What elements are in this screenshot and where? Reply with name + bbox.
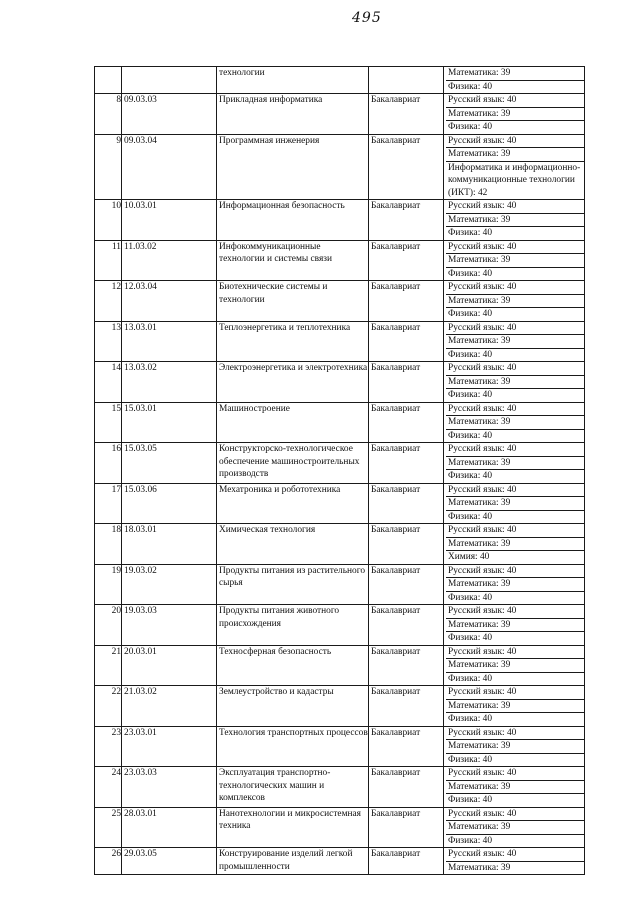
exam-min-score: Химия: 40 (448, 552, 490, 562)
exams-cell (444, 686, 585, 727)
exam-min-score: Русский язык: 40 (446, 403, 584, 417)
exam-min-score: Физика: 40 (448, 754, 493, 765)
exams-cell (444, 767, 585, 808)
direction-name: Продукты питания животного происхождения (217, 605, 369, 646)
education-level: Бакалавриат (369, 362, 444, 403)
exam-min-score: Русский язык: 40 (446, 686, 584, 700)
table-row (95, 67, 585, 94)
direction-name: Биотехнические системы и технологии (217, 281, 369, 322)
exam-min-score: Математика: 39 (446, 659, 584, 673)
direction-name: Нанотехнологии и микросистемная техника (217, 807, 369, 848)
exams-cell (444, 402, 585, 443)
exam-min-score: Физика: 40 (448, 430, 493, 441)
direction-code: 18.03.01 (122, 524, 217, 565)
exam-min-score: Математика: 39 (446, 108, 584, 122)
exam-min-score: Математика: 39 (446, 781, 584, 795)
direction-code: 19.03.02 (122, 564, 217, 605)
direction-name: Техносферная безопасность (217, 645, 369, 686)
exam-min-score: Русский язык: 40 (446, 524, 584, 538)
exam-min-score: Русский язык: 40 (446, 443, 584, 457)
exam-min-score: Физика: 40 (448, 511, 493, 522)
exams-cell (444, 321, 585, 362)
exam-min-score: Математика: 39 (446, 67, 584, 81)
row-number: 26 (95, 848, 122, 875)
direction-code: 11.03.02 (122, 240, 217, 281)
education-level: Бакалавриат (369, 94, 444, 135)
table-body (95, 67, 585, 875)
exams-cell (444, 524, 585, 565)
education-level: Бакалавриат (369, 767, 444, 808)
exam-min-score: Математика: 39 (446, 254, 584, 268)
education-level: Бакалавриат (369, 321, 444, 362)
table-row (95, 564, 585, 605)
direction-name: Машиностроение (217, 402, 369, 443)
row-number: 10 (95, 200, 122, 241)
exams-cell (444, 483, 585, 524)
row-number: 25 (95, 807, 122, 848)
row-number: 16 (95, 443, 122, 484)
exam-min-score: Физика: 40 (448, 633, 493, 643)
exam-min-score: Русский язык: 40 (446, 94, 584, 108)
direction-code: 23.03.01 (122, 726, 217, 767)
row-number: 18 (95, 524, 122, 565)
direction-code: 10.03.01 (122, 200, 217, 241)
exams-cell (444, 848, 585, 875)
table-row (95, 362, 585, 403)
exams-cell (444, 200, 585, 241)
exam-min-score: Математика: 39 (446, 457, 584, 471)
exams-cell (444, 67, 585, 94)
direction-name: Программная инженерия (217, 134, 369, 200)
exam-min-score: Физика: 40 (448, 592, 493, 603)
education-level (369, 67, 444, 94)
row-number: 24 (95, 767, 122, 808)
exam-min-score: Русский язык: 40 (446, 281, 584, 295)
education-level: Бакалавриат (369, 524, 444, 565)
direction-code (122, 67, 217, 94)
table-row (95, 807, 585, 848)
exams-cell (444, 605, 585, 646)
exam-min-score: Физика: 40 (448, 471, 493, 481)
exam-min-score: Русский язык: 40 (446, 808, 584, 822)
exam-min-score: Русский язык: 40 (446, 565, 584, 579)
table-row (95, 200, 585, 241)
direction-name: Эксплуатация транспортно-технологических машин и комплексов (217, 767, 369, 808)
exam-min-score: Физика: 40 (448, 81, 493, 92)
exam-min-score: Математика: 39 (448, 862, 511, 873)
table-row (95, 94, 585, 135)
exam-min-score: Физика: 40 (448, 673, 493, 684)
direction-name: Конструкторско-технологическое обеспечение машиностроительных производств (217, 443, 369, 484)
education-level: Бакалавриат (369, 564, 444, 605)
direction-name: технологии (217, 67, 369, 94)
table-row (95, 443, 585, 484)
exam-min-score: Математика: 39 (446, 148, 584, 162)
exam-min-score: Математика: 39 (446, 619, 584, 633)
exam-min-score: Русский язык: 40 (446, 484, 584, 498)
exam-min-score: Русский язык: 40 (446, 646, 584, 660)
exam-min-score: Русский язык: 40 (446, 200, 584, 214)
exams-cell (444, 564, 585, 605)
education-level: Бакалавриат (369, 807, 444, 848)
exam-min-score: Математика: 39 (446, 700, 584, 714)
exams-cell (444, 281, 585, 322)
direction-code: 21.03.02 (122, 686, 217, 727)
direction-name: Инфокоммуникационные технологии и системы связи (217, 240, 369, 281)
table-row (95, 524, 585, 565)
direction-name: Химическая технология (217, 524, 369, 565)
table-row (95, 605, 585, 646)
row-number: 12 (95, 281, 122, 322)
row-number: 19 (95, 564, 122, 605)
direction-code: 23.03.03 (122, 767, 217, 808)
exams-cell (444, 362, 585, 403)
exams-cell (444, 94, 585, 135)
exams-cell (444, 807, 585, 848)
direction-name: Информационная безопасность (217, 200, 369, 241)
table-row (95, 645, 585, 686)
direction-name: Продукты питания из растительного сырья (217, 564, 369, 605)
direction-name: Прикладная информатика (217, 94, 369, 135)
exam-min-score: Русский язык: 40 (446, 605, 584, 619)
table-row (95, 281, 585, 322)
direction-name: Теплоэнергетика и теплотехника (217, 321, 369, 362)
exam-min-score: Математика: 39 (446, 416, 584, 430)
table-row (95, 321, 585, 362)
specialties-table (94, 66, 585, 875)
exam-min-score: Физика: 40 (448, 349, 493, 360)
education-level: Бакалавриат (369, 483, 444, 524)
exam-min-score: Математика: 39 (446, 376, 584, 390)
exam-min-score: Физика: 40 (448, 795, 493, 805)
direction-name: Технология транспортных процессов (217, 726, 369, 767)
direction-code: 12.03.04 (122, 281, 217, 322)
direction-code: 13.03.02 (122, 362, 217, 403)
exam-min-score: Физика: 40 (448, 268, 493, 279)
exam-min-score: Математика: 39 (446, 740, 584, 754)
exam-min-score: Русский язык: 40 (446, 241, 584, 255)
row-number: 17 (95, 483, 122, 524)
direction-code: 15.03.01 (122, 402, 217, 443)
education-level: Бакалавриат (369, 848, 444, 875)
education-level: Бакалавриат (369, 443, 444, 484)
exam-min-score: Физика: 40 (448, 835, 493, 846)
row-number: 21 (95, 645, 122, 686)
direction-name: Конструирование изделий легкой промышленности (217, 848, 369, 875)
exams-cell (444, 726, 585, 767)
row-number (95, 67, 122, 94)
exams-cell (444, 645, 585, 686)
exam-min-score: Информатика и информационно-коммуникационные технологии (ИКТ): 42 (448, 162, 581, 198)
table-row (95, 134, 585, 200)
table-row (95, 402, 585, 443)
education-level: Бакалавриат (369, 686, 444, 727)
exam-min-score: Математика: 39 (446, 821, 584, 835)
exams-cell (444, 443, 585, 484)
exam-min-score: Русский язык: 40 (446, 848, 584, 862)
exam-min-score: Русский язык: 40 (446, 767, 584, 781)
table-row (95, 726, 585, 767)
education-level: Бакалавриат (369, 726, 444, 767)
education-level: Бакалавриат (369, 134, 444, 200)
row-number: 20 (95, 605, 122, 646)
table-row (95, 686, 585, 727)
row-number: 23 (95, 726, 122, 767)
row-number: 15 (95, 402, 122, 443)
table-row (95, 848, 585, 875)
page-number: 495 (352, 10, 382, 26)
direction-code: 13.03.01 (122, 321, 217, 362)
exam-min-score: Русский язык: 40 (446, 727, 584, 741)
exam-min-score: Математика: 39 (446, 538, 584, 552)
direction-code: 19.03.03 (122, 605, 217, 646)
exam-min-score: Физика: 40 (448, 122, 493, 132)
direction-code: 29.03.05 (122, 848, 217, 875)
exam-min-score: Физика: 40 (448, 228, 493, 238)
row-number: 13 (95, 321, 122, 362)
direction-code: 28.03.01 (122, 807, 217, 848)
table-row (95, 240, 585, 281)
exam-min-score: Физика: 40 (448, 309, 493, 319)
direction-code: 09.03.04 (122, 134, 217, 200)
table-row (95, 483, 585, 524)
exams-cell (444, 240, 585, 281)
direction-name: Землеустройство и кадастры (217, 686, 369, 727)
exam-min-score: Русский язык: 40 (446, 322, 584, 336)
education-level: Бакалавриат (369, 605, 444, 646)
direction-code: 09.03.03 (122, 94, 217, 135)
row-number: 14 (95, 362, 122, 403)
exam-min-score: Математика: 39 (446, 578, 584, 592)
exam-min-score: Русский язык: 40 (446, 135, 584, 149)
direction-name: Электроэнергетика и электротехника (217, 362, 369, 403)
direction-name: Мехатроника и робототехника (217, 483, 369, 524)
exam-min-score: Физика: 40 (448, 714, 493, 724)
exams-cell (444, 134, 585, 200)
table-row (95, 767, 585, 808)
education-level: Бакалавриат (369, 200, 444, 241)
exam-min-score: Математика: 39 (446, 295, 584, 309)
education-level: Бакалавриат (369, 402, 444, 443)
exam-min-score: Русский язык: 40 (446, 362, 584, 376)
direction-code: 15.03.06 (122, 483, 217, 524)
education-level: Бакалавриат (369, 240, 444, 281)
row-number: 22 (95, 686, 122, 727)
education-level: Бакалавриат (369, 281, 444, 322)
exam-min-score: Математика: 39 (446, 497, 584, 511)
direction-code: 15.03.05 (122, 443, 217, 484)
row-number: 8 (95, 94, 122, 135)
direction-code: 20.03.01 (122, 645, 217, 686)
exam-min-score: Математика: 39 (446, 214, 584, 228)
row-number: 9 (95, 134, 122, 200)
exam-min-score: Математика: 39 (446, 335, 584, 349)
education-level: Бакалавриат (369, 645, 444, 686)
row-number: 11 (95, 240, 122, 281)
exam-min-score: Физика: 40 (448, 390, 493, 400)
